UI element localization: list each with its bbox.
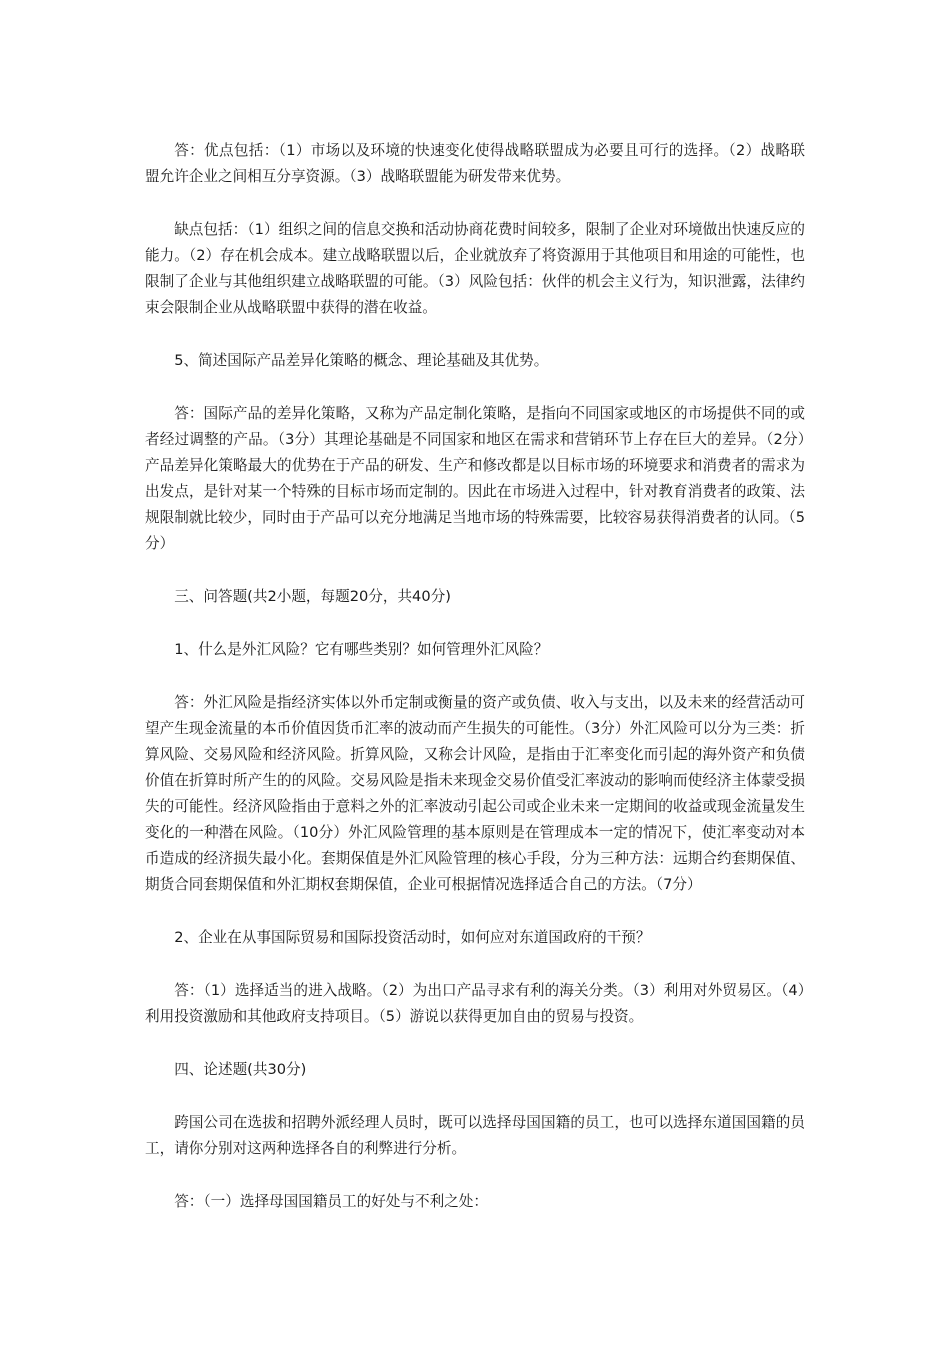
essay-answer-start: 答：（一）选择母国国籍员工的好处与不利之处： xyxy=(174,1193,488,1210)
section-4-heading: 四、论述题(共30分) xyxy=(174,1061,307,1078)
answer-5-text: 答：国际产品的差异化策略，又称为产品定制化策略，是指向不同国家或地区的市场提供不同的或者经过调整的产品。（3分）其理论基础是不同国家和地区在需求和营销环节上存在巨大的差异。（2分）产品差异化策略最大的优势在于产品的研发、生产和修改都是以目标市场的环境要求和消费者的需求为出发点，是针对某一个特殊的目标市场而定制的。因此在市场进入过程中，针对教育消费者的政策、法规限制就比较少，同时由于产品可以充分地满足当地市场的特殊需要，比较容易获得消费者的认同。（5分） xyxy=(145,405,805,552)
answer-strategic-alliance-advantages: 答：优点包括：（1）市场以及环境的快速变化使得战略联盟成为必要且可行的选择。（2）战略联盟允许企业之间相互分享资源。（3）战略联盟能为研发带来优势。 xyxy=(145,142,805,185)
document-body xyxy=(145,138,805,1242)
answer-2-text: 答：（1）选择适当的进入战略。（2）为出口产品寻求有利的海关分类。（3）利用对外贸易区。（4）利用投资激励和其他政府支持项目。（5）游说以获得更加自由的贸易与投资。 xyxy=(145,982,805,1025)
essay-question-text: 跨国公司在选拔和招聘外派经理人员时，既可以选择母国国籍的员工，也可以选择东道国国籍的员工，请你分别对这两种选择各自的利弊进行分析。 xyxy=(145,1114,805,1157)
question-1-heading: 1、什么是外汇风险？它有哪些类别？如何管理外汇风险？ xyxy=(174,641,549,658)
answer-1-text: 答：外汇风险是指经济实体以外币定制或衡量的资产或负债、收入与支出，以及未来的经营活动可望产生现金流量的本币价值因货币汇率的波动而产生损失的可能性。（3分）外汇风险可以分为三类：折算风险、交易风险和经济风险。折算风险，又称会计风险，是指由于汇率变化而引起的海外资产和负债价值在折算时所产生的的风险。交易风险是指未来现金交易价值受汇率波动的影响而使经济主体蒙受损失的可能性。经济风险指由于意料之外的汇率波动引起公司或企业未来一定期间的收益或现金流量发生变化的一种潜在风险。（10分）外汇风险管理的基本原则是在管理成本一定的情况下，使汇率变动对本币造成的经济损失最小化。套期保值是外汇风险管理的核心手段，分为三种方法：远期合约套期保值、期货合同套期保值和外汇期权套期保值，企业可根据情况选择适合自己的方法。（7分） xyxy=(145,694,805,893)
question-2-heading: 2、企业在从事国际贸易和国际投资活动时，如何应对东道国政府的干预？ xyxy=(174,929,651,946)
question-5-heading: 5、简述国际产品差异化策略的概念、理论基础及其优势。 xyxy=(174,352,549,369)
section-3-heading: 三、问答题(共2小题，每题20分，共40分) xyxy=(174,588,451,605)
answer-strategic-alliance-disadvantages: 缺点包括：（1）组织之间的信息交换和活动协商花费时间较多，限制了企业对环境做出快速反应的能力。（2）存在机会成本。建立战略联盟以后，企业就放弃了将资源用于其他项目和用途的可能性，也限制了企业与其他组织建立战略联盟的可能。（3）风险包括：伙伴的机会主义行为，知识泄露，法律约束会限制企业从战略联盟中获得的潜在收益。 xyxy=(145,221,805,316)
